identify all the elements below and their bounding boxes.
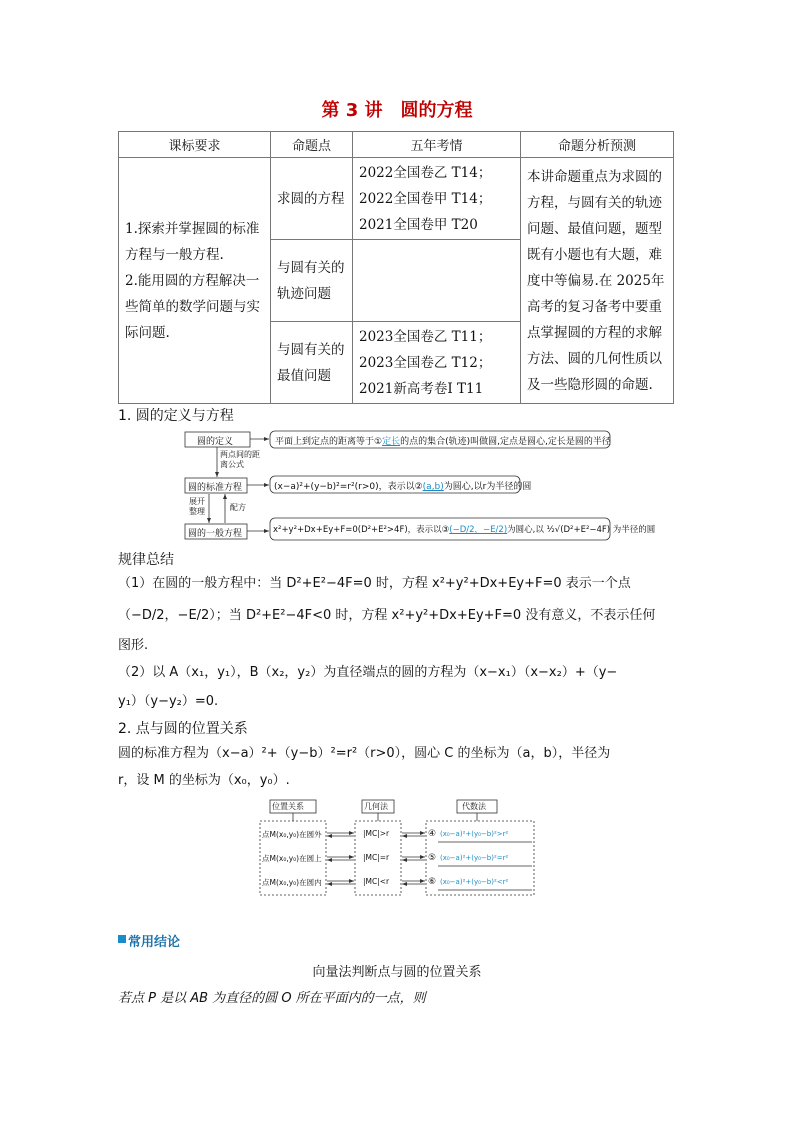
requirement-item: 2.能用圆的方程解决一些简单的数学问题与实际问题. — [125, 272, 260, 341]
section2-line: r，设 M 的坐标为（x₀，y₀）. — [118, 773, 290, 788]
conclusion-tag: 常用结论 — [128, 935, 181, 950]
general-fill: (−D/2，−E/2) — [449, 525, 508, 535]
general-pre: x²+y²+Dx+Ey+F=0(D²+E²>4F)，表示以③ — [273, 525, 450, 535]
summary-heading: 规律总结 — [118, 552, 174, 568]
requirements-cell — [119, 158, 271, 404]
page-title: 第 3 讲 圆的方程 — [321, 100, 473, 121]
conclusion-subtitle: 向量法判断点与圆的位置关系 — [312, 965, 482, 980]
blank-number: ⑤ — [428, 853, 437, 863]
blank-number: ⑥ — [428, 877, 437, 887]
general-text — [273, 523, 655, 535]
table-header: 五年考情 — [353, 132, 521, 158]
definition-pre: 平面上到定点的距离等于① — [275, 437, 383, 447]
col-title-position: 位置关系 — [272, 802, 304, 811]
blank-number: ④ — [428, 829, 437, 839]
algebraic-row: (x₀−a)²+(y₀−b)²=r² — [440, 854, 509, 862]
requirement-item: 1.探索并掌握圆的标准方程与一般方程. — [125, 220, 260, 263]
box-standard: 圆的标准方程 — [188, 483, 243, 493]
point-cell: 与圆有关的轨迹问题 — [271, 240, 353, 322]
requirements-table — [118, 131, 674, 404]
standard-text — [274, 479, 531, 492]
geometric-row: |MC|=r — [363, 853, 390, 862]
col-title-algebraic: 代数法 — [462, 802, 486, 811]
summary-line: （2）以 A（x₁，y₁），B（x₂，y₂）为直径端点的圆的方程为（x−x₁）（x−x₂）+（y− — [118, 665, 618, 680]
summary-line: （−D/2，−E/2）；当 D²+E²−4F<0 时，方程 x²+y²+Dx+Ey+F=0 没有意义，不表示任何 — [118, 608, 656, 623]
exam-cell — [353, 322, 521, 404]
analysis-cell: 本讲命题重点为求圆的方程，与圆有关的轨迹问题、最值问题，题型既有小题也有大题，难度中等偏易.在 2025年高考的复习备考中要重点掌握圆的方程的求解方法、圆的几何性质以及一些隐形圆的命题. — [521, 158, 674, 404]
position-row: 点M(x₀,y₀)在圆内 — [262, 878, 322, 887]
definition-post: 的点的集合(轨迹)叫做圆,定点是圆心,定长是圆的半径 — [400, 437, 611, 447]
table-header: 命题点 — [271, 132, 353, 158]
table-header: 命题分析预测 — [521, 132, 674, 158]
arrow-label-complete: 配方 — [230, 503, 246, 512]
point-cell: 求圆的方程 — [271, 158, 353, 240]
square-icon — [118, 935, 126, 943]
exam-item: 2022全国卷乙 T14； — [359, 164, 492, 181]
definition-text — [275, 434, 611, 447]
definition-diagram — [183, 428, 656, 546]
exam-item: 2021全国卷甲 T20 — [359, 216, 478, 233]
col-title-geometric: 几何法 — [364, 802, 388, 811]
position-row: 点M(x₀,y₀)在圆外 — [262, 830, 322, 839]
standard-post: 为圆心,以r为半径的圆 — [443, 482, 532, 492]
algebraic-row: (x₀−a)²+(y₀−b)²<r² — [440, 878, 509, 886]
exam-item: 2023全国卷乙 T12； — [359, 354, 492, 371]
section2-line: 圆的标准方程为（x−a）²+（y−b）²=r²（r>0），圆心 C 的坐标为（a，b），半径为 — [118, 746, 611, 761]
general-post: 为圆心,以 ½√(D²+E²−4F) 为半径的圆 — [507, 525, 656, 535]
exam-cell-empty — [353, 240, 521, 322]
conclusion-text: 若点 P 是以 AB 为直径的圆 O 所在平面内的一点，则 — [118, 991, 426, 1006]
summary-line: （1）在圆的一般方程中：当 D²+E²−4F=0 时，方程 x²+y²+Dx+Ey+F=0 表示一个点 — [118, 576, 631, 591]
exam-cell — [353, 158, 521, 240]
table-header: 课标要求 — [119, 132, 271, 158]
position-diagram — [258, 798, 538, 898]
exam-item: 2023全国卷乙 T11； — [359, 328, 492, 345]
position-row: 点M(x₀,y₀)在圆上 — [262, 854, 322, 863]
section-heading: 2. 点与圆的位置关系 — [118, 721, 248, 737]
section-heading: 1. 圆的定义与方程 — [118, 408, 234, 424]
summary-line: 图形. — [118, 638, 149, 653]
arrow-label-expand: 展开整理 — [189, 497, 205, 516]
exam-item: 2022全国卷甲 T14； — [359, 190, 492, 207]
box-definition: 圆的定义 — [197, 437, 234, 447]
definition-fill: 定长 — [382, 437, 401, 447]
point-cell: 与圆有关的最值问题 — [271, 322, 353, 404]
geometric-row: |MC|>r — [363, 829, 390, 838]
algebraic-row: (x₀−a)²+(y₀−b)²>r² — [440, 830, 509, 838]
standard-pre: (x−a)²+(y−b)²=r²(r>0)，表示以② — [274, 482, 423, 492]
arrow-label-distance: 两点间的距离公式 — [220, 450, 260, 469]
box-general: 圆的一般方程 — [188, 529, 243, 539]
geometric-row: |MC|<r — [363, 877, 390, 886]
summary-line: y₁）（y−y₂）=0. — [118, 694, 219, 709]
standard-fill: (a,b) — [422, 482, 444, 492]
exam-item: 2021新高考卷Ⅰ T11 — [359, 380, 484, 397]
